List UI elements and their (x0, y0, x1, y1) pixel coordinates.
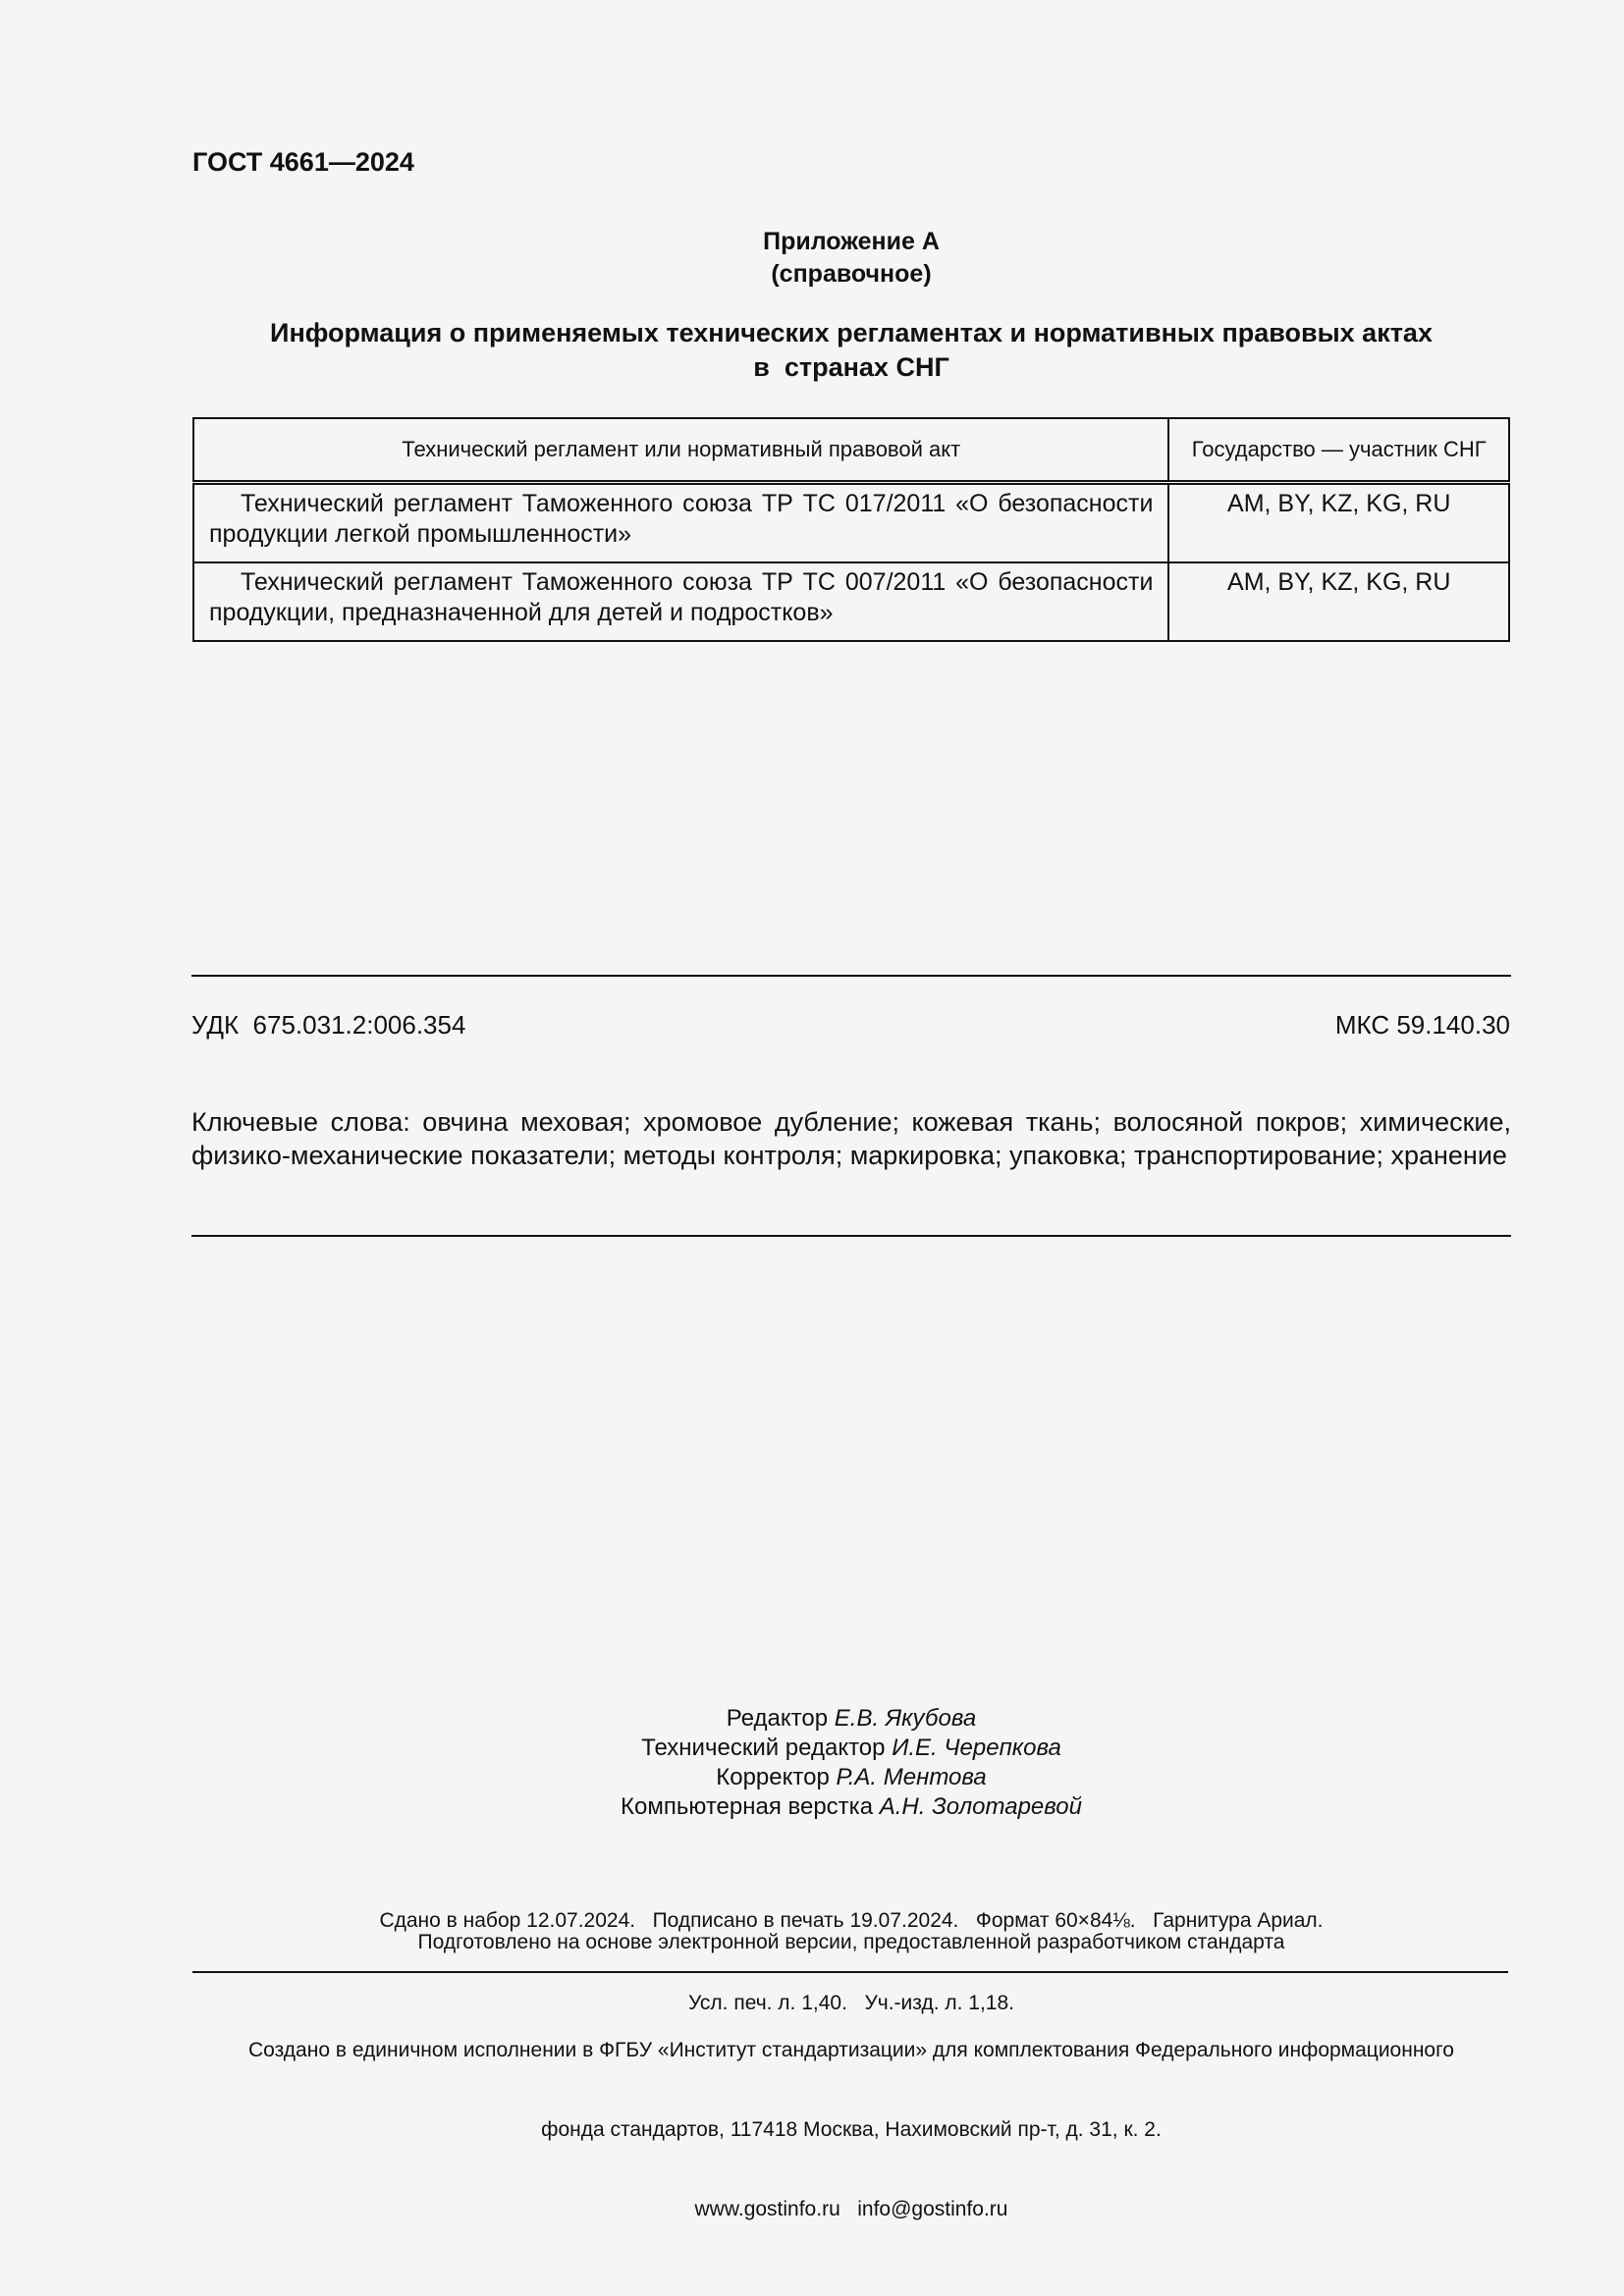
credit-role: Редактор (726, 1705, 829, 1732)
table-cell-states: AM, BY, KZ, KG, RU (1168, 483, 1509, 563)
print-info-line-2: Усл. печ. л. 1,40. Уч.-изд. л. 1,18. (687, 1992, 1014, 2014)
credit-name: И.Е. Черепкова (892, 1735, 1061, 1761)
credits (192, 1704, 1510, 1822)
table-header-row (193, 418, 1509, 483)
credit-role: Технический редактор (641, 1735, 886, 1761)
annex-title: Приложение А (763, 228, 940, 255)
print-info-line-1: Сдано в набор 12.07.2024. Подписано в печать 19.07.2024. Формат 60×84⅛. Гарнитура Ариал. (379, 1909, 1324, 1932)
table-row (193, 483, 1509, 563)
credit-role: Корректор (716, 1764, 830, 1790)
created-line-1: Создано в единичном исполнении в ФГБУ «Институт стандартизации» для комплектования Федерального информационного (248, 2039, 1454, 2061)
table-row (193, 562, 1509, 641)
regulations-table (192, 417, 1510, 642)
credit-proofreader (192, 1763, 1510, 1792)
section-title (192, 316, 1510, 385)
credit-role: Компьютерная верстка (621, 1793, 874, 1820)
mks-code: МКС 59.140.30 (1334, 1010, 1510, 1040)
credit-editor (192, 1704, 1510, 1734)
column-header-act: Технический регламент или нормативный правовой акт (193, 418, 1168, 483)
created-line-2: фонда стандартов, 117418 Москва, Нахимовский пр-т, д. 31, к. 2. (541, 2118, 1162, 2141)
table-cell-states: AM, BY, KZ, KG, RU (1168, 562, 1509, 641)
credit-name: Р.А. Ментова (836, 1764, 987, 1790)
table-cell-act: Технический регламент Таможенного союза ТР ТС 007/2011 «О безопасности продукции, предназначенной для детей и подростков» (193, 562, 1168, 641)
keywords: Ключевые слова: овчина меховая; хромовое дубление; кожевая ткань; волосяной покров; химические, физико-механические показатели; методы контроля; маркировка; упаковка; транспортирование; хранение (191, 1107, 1511, 1170)
section-title-line-1: Информация о применяемых технических регламентах и нормативных правовых актах (270, 318, 1433, 347)
credit-name: А.Н. Золотаревой (879, 1793, 1082, 1820)
table-cell-act: Технический регламент Таможенного союза ТР ТС 017/2011 «О безопасности продукции легкой промышленности» (193, 483, 1168, 563)
annex-kind: (справочное) (771, 260, 932, 288)
document-code: ГОСТ 4661—2024 (192, 147, 414, 177)
credit-layout (192, 1792, 1510, 1822)
created-note (192, 1984, 1510, 2249)
annex-heading (192, 226, 1510, 291)
credit-name: Е.В. Якубова (834, 1705, 977, 1732)
divider (191, 975, 1511, 977)
prepared-note: Подготовлено на основе электронной версии, предоставленной разработчиком стандарта (417, 1931, 1285, 1953)
divider (192, 1971, 1508, 1973)
column-header-state: Государство — участник СНГ (1168, 418, 1509, 483)
divider (191, 1235, 1511, 1237)
created-line-3: www.gostinfo.ru info@gostinfo.ru (694, 2198, 1008, 2220)
section-title-line-2: в странах СНГ (753, 352, 949, 382)
udk-code: УДК 675.031.2:006.354 (191, 1010, 466, 1040)
credit-tech-editor (192, 1734, 1510, 1763)
